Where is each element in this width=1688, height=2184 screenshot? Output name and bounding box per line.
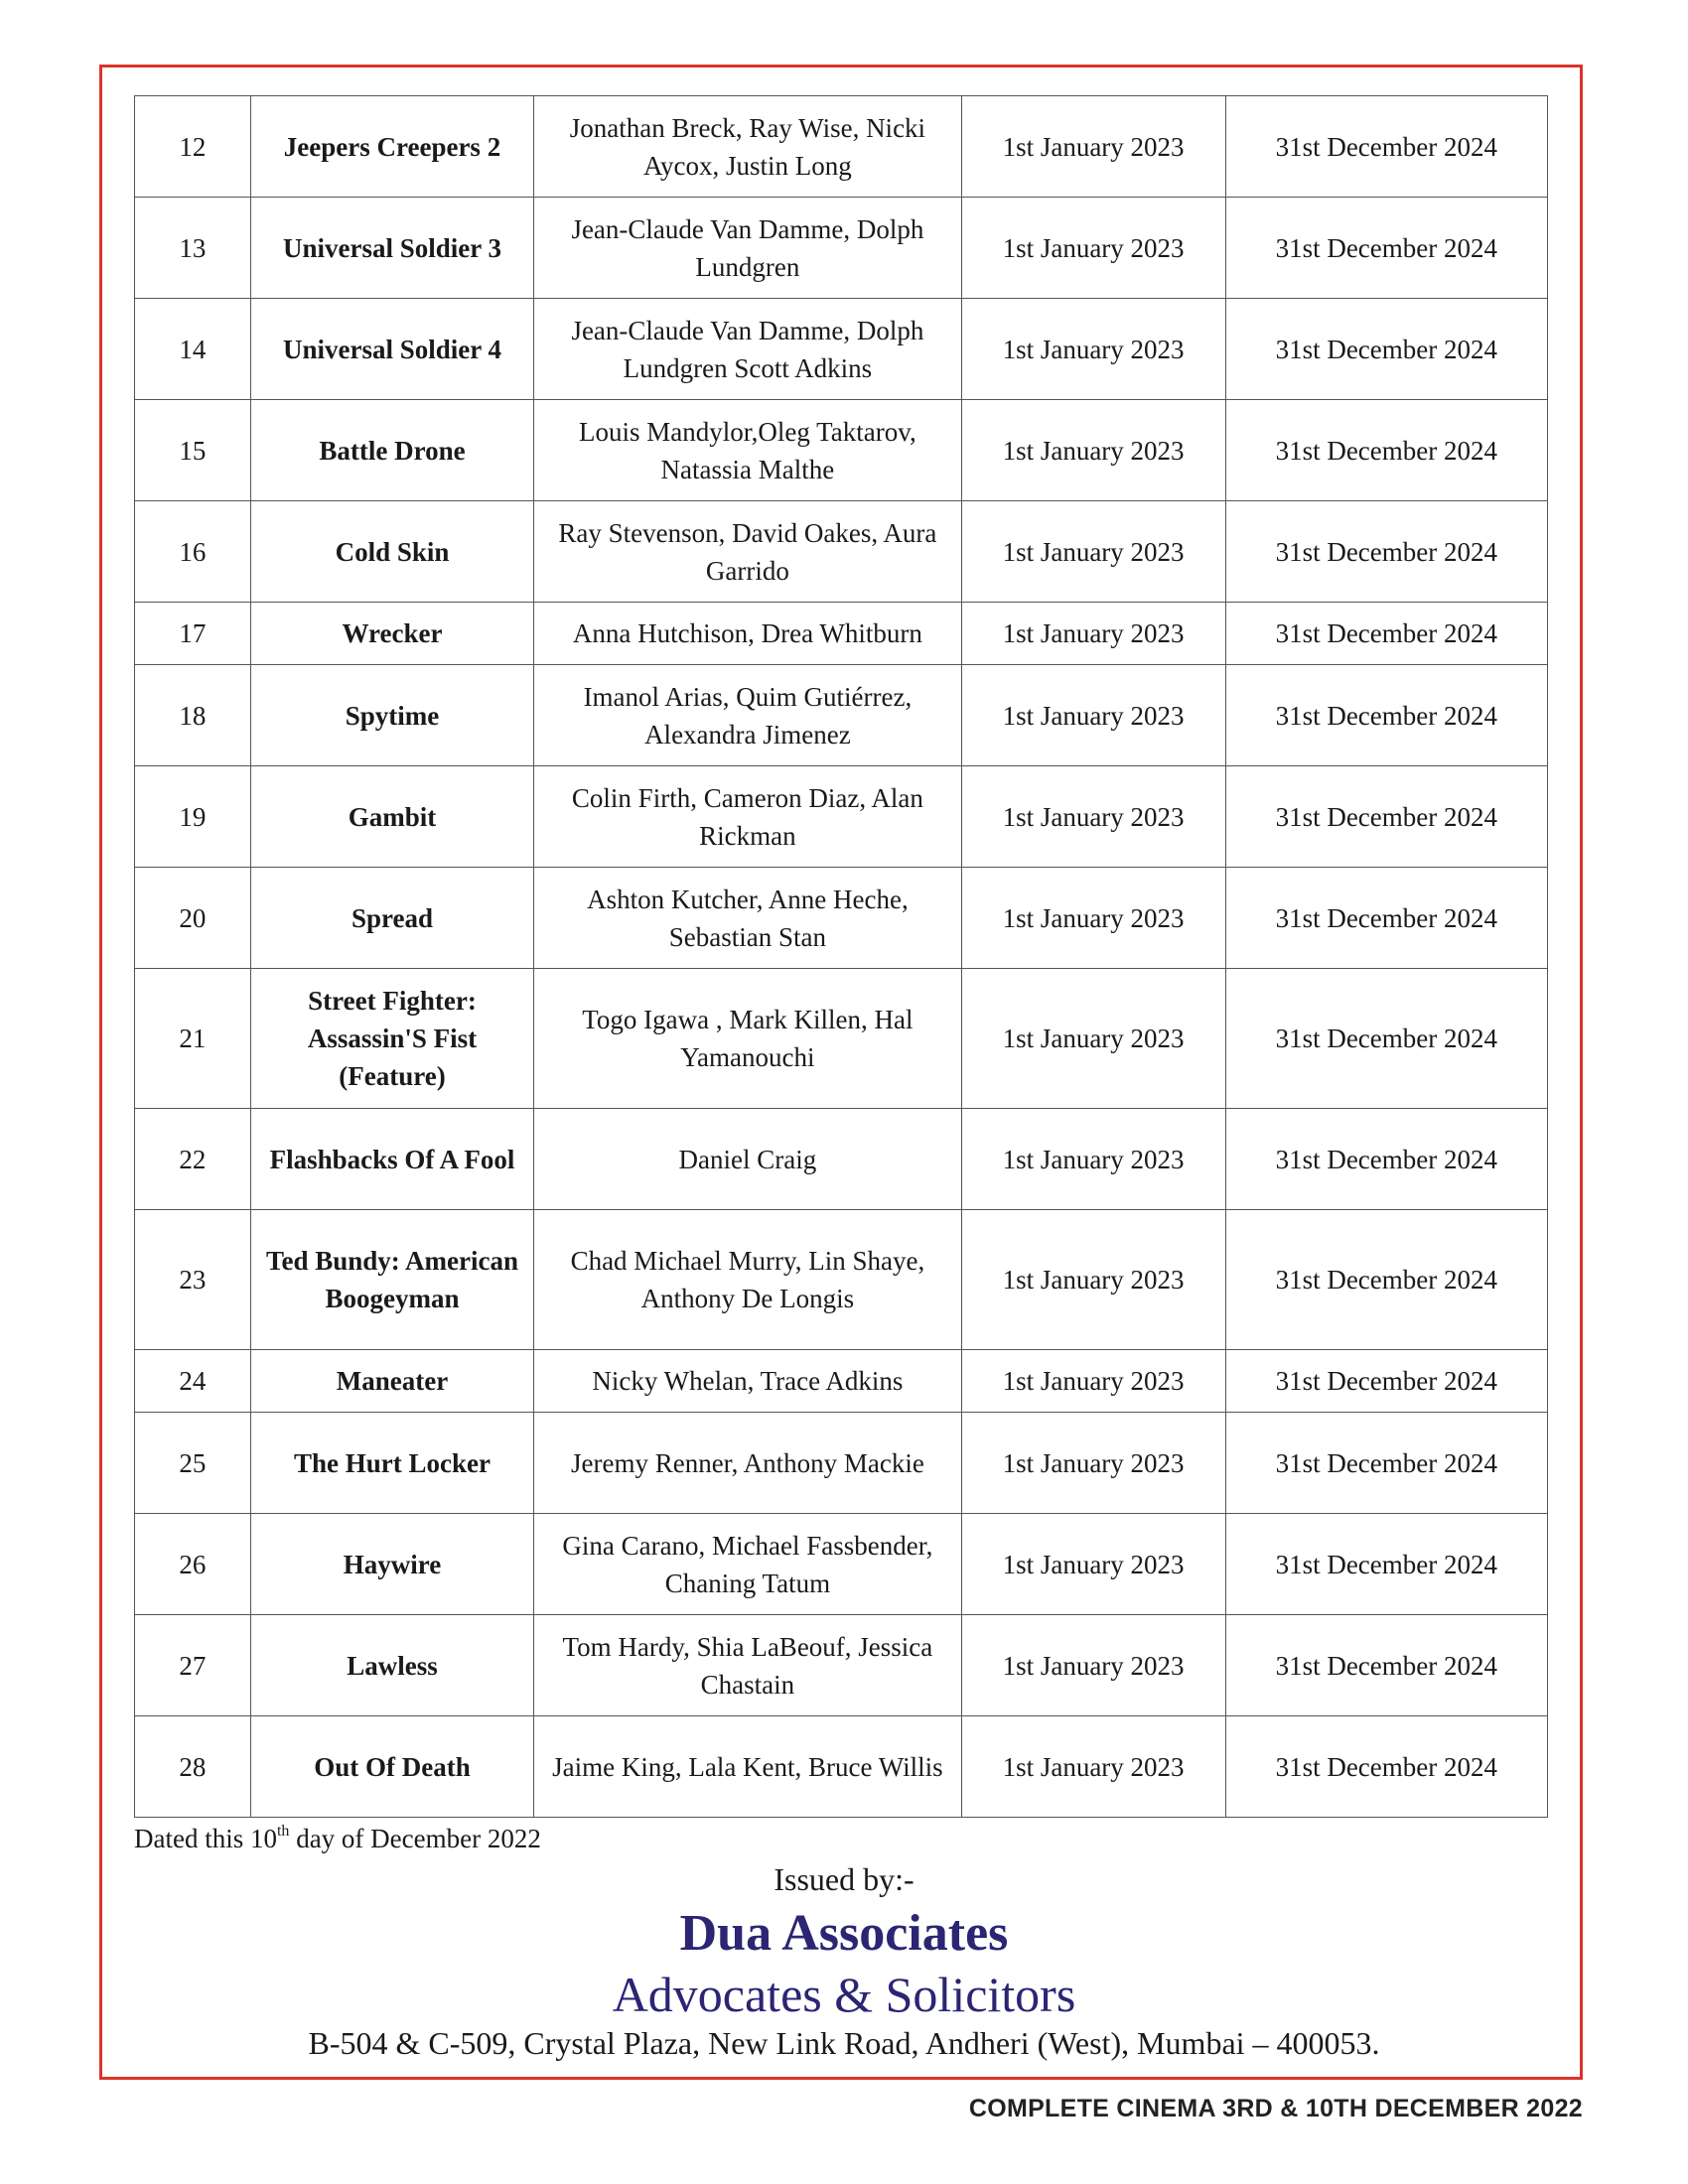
end-date-cell: 31st December 2024: [1225, 1514, 1547, 1615]
end-date-cell: 31st December 2024: [1225, 1109, 1547, 1210]
film-rows: [135, 96, 1548, 1818]
cast-cell: Ray Stevenson, David Oakes, Aura Garrido: [534, 501, 961, 603]
serial-number-cell: 18: [135, 665, 251, 766]
film-title-cell: Out Of Death: [250, 1716, 533, 1818]
table-row: [135, 603, 1548, 665]
end-date-cell: 31st December 2024: [1225, 766, 1547, 868]
start-date-cell: 1st January 2023: [961, 665, 1225, 766]
start-date-cell: 1st January 2023: [961, 96, 1225, 198]
end-date-cell: 31st December 2024: [1225, 1350, 1547, 1413]
end-date-cell: 31st December 2024: [1225, 603, 1547, 665]
table-row: [135, 299, 1548, 400]
start-date-cell: 1st January 2023: [961, 1109, 1225, 1210]
table-row: [135, 665, 1548, 766]
film-title-cell: Spread: [250, 868, 533, 969]
end-date-cell: 31st December 2024: [1225, 1210, 1547, 1350]
cast-cell: Ashton Kutcher, Anne Heche, Sebastian Stan: [534, 868, 961, 969]
table-row: [135, 1210, 1548, 1350]
serial-number-cell: 23: [135, 1210, 251, 1350]
start-date-cell: 1st January 2023: [961, 766, 1225, 868]
film-title-cell: Battle Drone: [250, 400, 533, 501]
table-row: [135, 501, 1548, 603]
end-date-cell: 31st December 2024: [1225, 665, 1547, 766]
film-title-cell: Gambit: [250, 766, 533, 868]
cast-cell: Daniel Craig: [534, 1109, 961, 1210]
film-title-cell: Wrecker: [250, 603, 533, 665]
film-title-cell: Cold Skin: [250, 501, 533, 603]
firm-tagline: Advocates & Solicitors: [612, 1967, 1076, 2022]
film-title-cell: The Hurt Locker: [250, 1413, 533, 1514]
film-title-cell: Universal Soldier 3: [250, 198, 533, 299]
film-title-cell: Ted Bundy: American Boogeyman: [250, 1210, 533, 1350]
cast-cell: Jean-Claude Van Damme, Dolph Lundgren: [534, 198, 961, 299]
serial-number-cell: 25: [135, 1413, 251, 1514]
serial-number-cell: 16: [135, 501, 251, 603]
table-row: [135, 1109, 1548, 1210]
end-date-cell: 31st December 2024: [1225, 501, 1547, 603]
end-date-cell: 31st December 2024: [1225, 198, 1547, 299]
serial-number-cell: 12: [135, 96, 251, 198]
table-row: [135, 1413, 1548, 1514]
dated-prefix: Dated this 10: [134, 1824, 277, 1853]
dated-suffix: day of December 2022: [289, 1824, 541, 1853]
end-date-cell: 31st December 2024: [1225, 400, 1547, 501]
film-title-cell: Spytime: [250, 665, 533, 766]
start-date-cell: 1st January 2023: [961, 299, 1225, 400]
film-rights-table: [134, 95, 1548, 1818]
firm-address: B-504 & C-509, Crystal Plaza, New Link Road, Andheri (West), Mumbai – 400053.: [308, 2025, 1380, 2061]
end-date-cell: 31st December 2024: [1225, 299, 1547, 400]
serial-number-cell: 19: [135, 766, 251, 868]
table-row: [135, 766, 1548, 868]
firm-name: Dua Associates: [679, 1905, 1009, 1962]
film-title-cell: Universal Soldier 4: [250, 299, 533, 400]
cast-cell: Jeremy Renner, Anthony Mackie: [534, 1413, 961, 1514]
issued-by-label: Issued by:-: [774, 1861, 914, 1897]
end-date-cell: 31st December 2024: [1225, 969, 1547, 1109]
start-date-cell: 1st January 2023: [961, 969, 1225, 1109]
end-date-cell: 31st December 2024: [1225, 1615, 1547, 1716]
end-date-cell: 31st December 2024: [1225, 1413, 1547, 1514]
end-date-cell: 31st December 2024: [1225, 96, 1547, 198]
serial-number-cell: 28: [135, 1716, 251, 1818]
end-date-cell: 31st December 2024: [1225, 868, 1547, 969]
film-title-cell: Jeepers Creepers 2: [250, 96, 533, 198]
table-row: [135, 400, 1548, 501]
serial-number-cell: 26: [135, 1514, 251, 1615]
start-date-cell: 1st January 2023: [961, 400, 1225, 501]
serial-number-cell: 15: [135, 400, 251, 501]
table-row: [135, 1350, 1548, 1413]
table-row: [135, 868, 1548, 969]
cast-cell: Imanol Arias, Quim Gutiérrez, Alexandra Jimenez: [534, 665, 961, 766]
serial-number-cell: 17: [135, 603, 251, 665]
start-date-cell: 1st January 2023: [961, 1350, 1225, 1413]
start-date-cell: 1st January 2023: [961, 1210, 1225, 1350]
cast-cell: Togo Igawa , Mark Killen, Hal Yamanouchi: [534, 969, 961, 1109]
film-title-cell: Lawless: [250, 1615, 533, 1716]
start-date-cell: 1st January 2023: [961, 868, 1225, 969]
table-row: [135, 969, 1548, 1109]
start-date-cell: 1st January 2023: [961, 1615, 1225, 1716]
cast-cell: Anna Hutchison, Drea Whitburn: [534, 603, 961, 665]
serial-number-cell: 24: [135, 1350, 251, 1413]
start-date-cell: 1st January 2023: [961, 1716, 1225, 1818]
start-date-cell: 1st January 2023: [961, 501, 1225, 603]
serial-number-cell: 21: [135, 969, 251, 1109]
serial-number-cell: 13: [135, 198, 251, 299]
cast-cell: Jean-Claude Van Damme, Dolph Lundgren Scott Adkins: [534, 299, 961, 400]
end-date-cell: 31st December 2024: [1225, 1716, 1547, 1818]
table-row: [135, 1615, 1548, 1716]
cast-cell: Gina Carano, Michael Fassbender, Chaning Tatum: [534, 1514, 961, 1615]
dated-line: [134, 1824, 541, 1854]
serial-number-cell: 22: [135, 1109, 251, 1210]
table-row: [135, 96, 1548, 198]
cast-cell: Jonathan Breck, Ray Wise, Nicki Aycox, Justin Long: [534, 96, 961, 198]
cast-cell: Nicky Whelan, Trace Adkins: [534, 1350, 961, 1413]
start-date-cell: 1st January 2023: [961, 1514, 1225, 1615]
film-title-cell: Flashbacks Of A Fool: [250, 1109, 533, 1210]
start-date-cell: 1st January 2023: [961, 198, 1225, 299]
serial-number-cell: 14: [135, 299, 251, 400]
start-date-cell: 1st January 2023: [961, 603, 1225, 665]
cast-cell: Louis Mandylor,Oleg Taktarov, Natassia Malthe: [534, 400, 961, 501]
cast-cell: Chad Michael Murry, Lin Shaye, Anthony De Longis: [534, 1210, 961, 1350]
cast-cell: Colin Firth, Cameron Diaz, Alan Rickman: [534, 766, 961, 868]
table-row: [135, 1514, 1548, 1615]
film-title-cell: Haywire: [250, 1514, 533, 1615]
table-row: [135, 198, 1548, 299]
serial-number-cell: 20: [135, 868, 251, 969]
cast-cell: Jaime King, Lala Kent, Bruce Willis: [534, 1716, 961, 1818]
film-title-cell: Maneater: [250, 1350, 533, 1413]
serial-number-cell: 27: [135, 1615, 251, 1716]
film-title-cell: Street Fighter: Assassin'S Fist (Feature): [250, 969, 533, 1109]
publication-footer: COMPLETE CINEMA 3RD & 10TH DECEMBER 2022: [968, 2095, 1583, 2122]
dated-superscript: th: [276, 1823, 290, 1840]
start-date-cell: 1st January 2023: [961, 1413, 1225, 1514]
cast-cell: Tom Hardy, Shia LaBeouf, Jessica Chastain: [534, 1615, 961, 1716]
table-row: [135, 1716, 1548, 1818]
